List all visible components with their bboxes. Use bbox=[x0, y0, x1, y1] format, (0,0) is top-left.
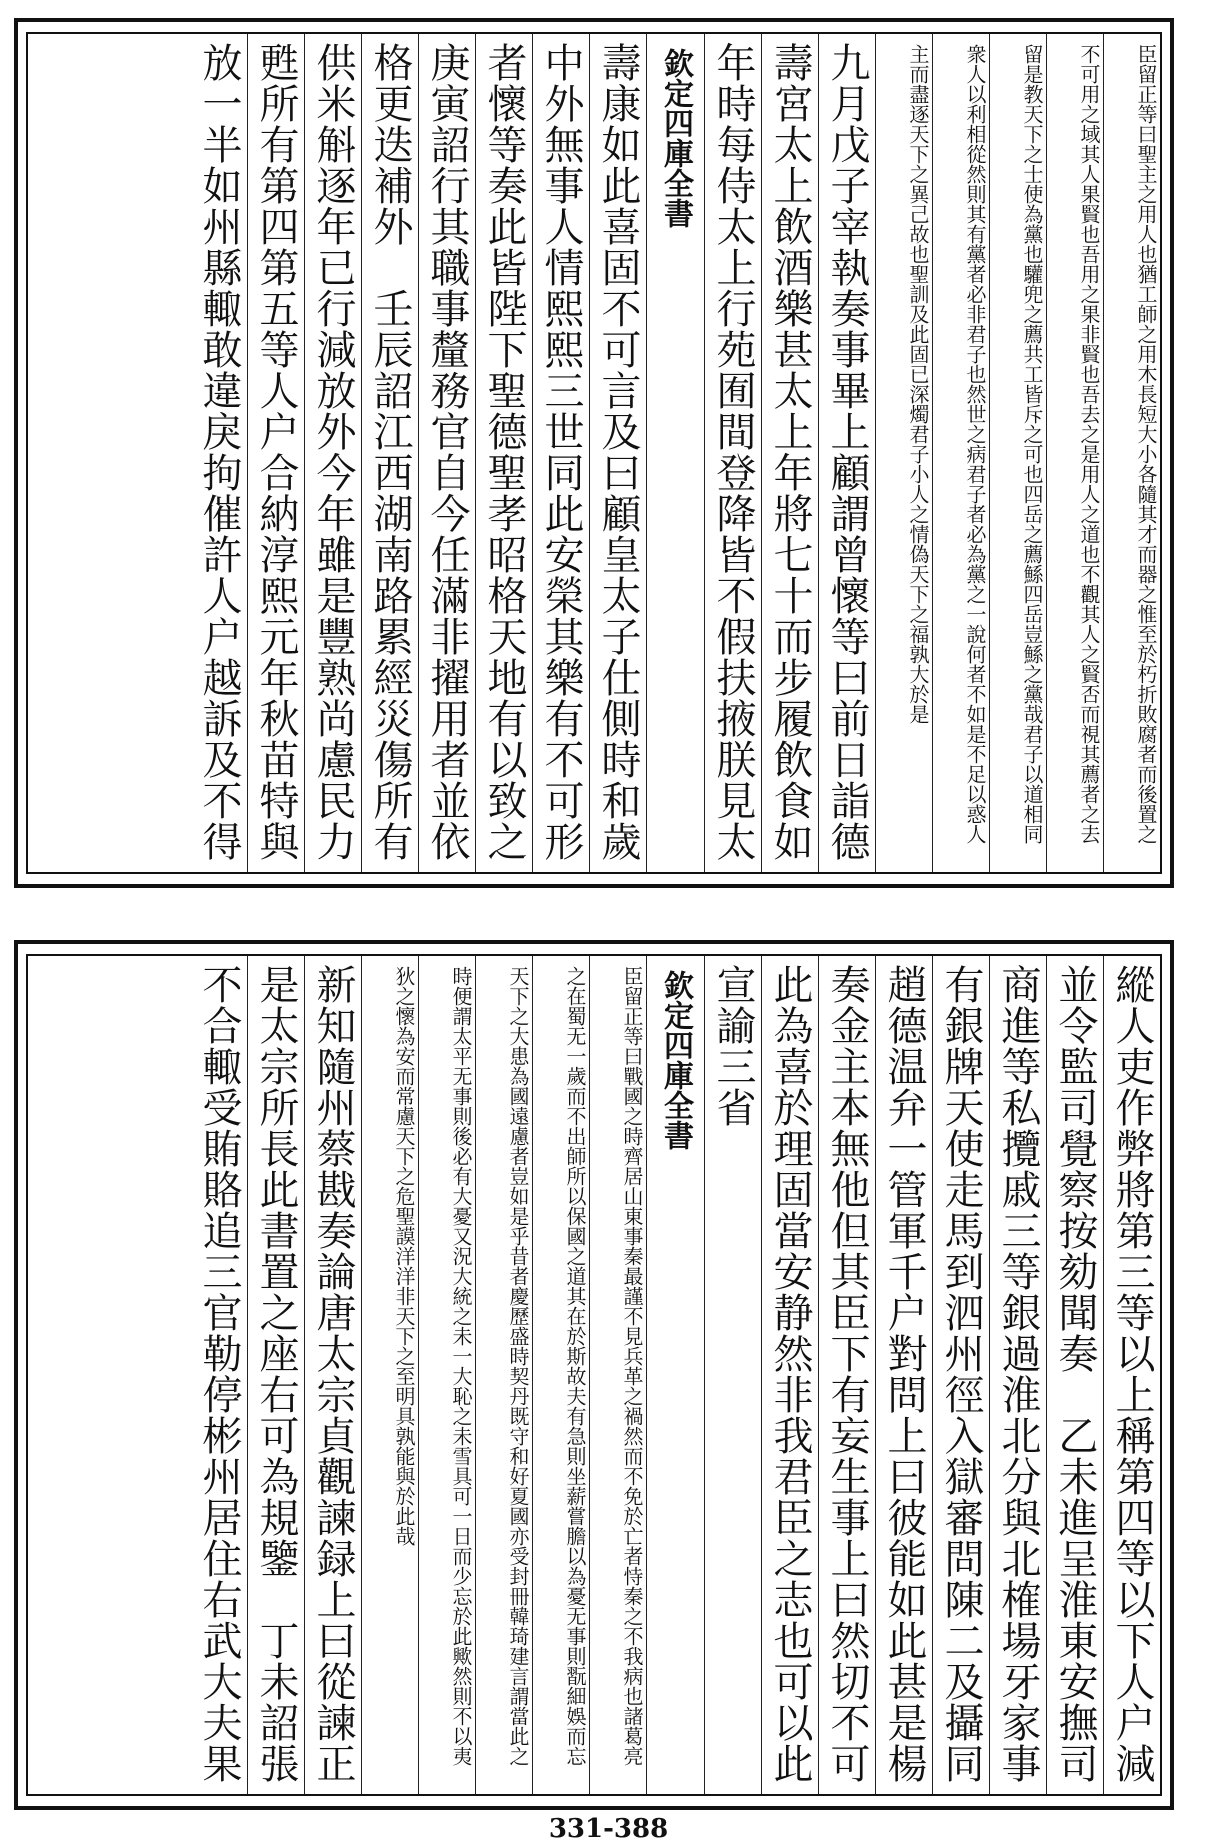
text-column: 年時每侍太上行苑囿間登降皆不假扶掖朕見太 bbox=[704, 34, 761, 872]
text-column: 供米斛逐年已行減放外今年雖是豐熟尚慮民力 bbox=[304, 34, 361, 872]
text-column: 趙德温弁一管軍千户對問上曰彼能如此甚是楊 bbox=[875, 956, 932, 1794]
text-column: 宣諭三省 bbox=[704, 956, 761, 1794]
commentary-column: 衆人以利相從然則其有黨者必非君子也然世之病君子者必為黨之一說何者不如是不足以惑人 bbox=[932, 34, 989, 872]
text-column: 不合輙受賄賂追三官勒停彬州居住右武大夫果 bbox=[196, 964, 242, 1784]
text-column: 壽宮太上飲酒樂甚太上年將七十而步履飲食如 bbox=[761, 34, 818, 872]
text-column: 有銀牌天使走馬到泗州徑入獄審問陳二及攝同 bbox=[932, 956, 989, 1794]
center-margin-column bbox=[646, 956, 704, 1794]
text-column: 是太宗所長此書置之座右可為規鑒 丁未詔張 bbox=[247, 956, 304, 1794]
page-number: 331-388 bbox=[548, 1814, 669, 1844]
text-column: 格更迭補外 壬辰詔江西湖南路累經災傷所有 bbox=[361, 34, 418, 872]
text-column: 甦所有第四第五等人户合納淳熙元年秋苗特與 bbox=[247, 34, 304, 872]
bottom-page-columns bbox=[26, 954, 1162, 1796]
text-column: 此為喜於理固當安静然非我君臣之志也可以此 bbox=[761, 956, 818, 1794]
commentary-column: 臣留正等曰戰國之時齊居山東事秦最謹不見兵革之禍然而不免於亡者恃秦之不我病也諸葛亮 bbox=[589, 956, 646, 1794]
commentary-column: 留是教天下之士使為黨也驩兜之薦共工皆斥之可也四岳之薦鯀四岳豈鯀之黨哉君子以道相同 bbox=[989, 34, 1046, 872]
text-column: 縱人吏作弊將第三等以上稱第四等以下人户減 bbox=[1103, 956, 1160, 1794]
text-column: 商進等私攬戚三等銀過淮北分與北榷場牙家事 bbox=[989, 956, 1046, 1794]
book-title: 欽定四庫全書 bbox=[658, 48, 693, 228]
commentary-column: 臣留正等曰聖主之用人也猶工師之用木長短大小各隨其才而器之惟至於朽折敗腐者而後置之 bbox=[1103, 34, 1160, 872]
commentary-column: 主而盡逐天下之異己故也聖訓及此固已深燭君子小人之情偽天下之福孰大於是 bbox=[875, 34, 932, 872]
text-column: 九月戊子宰執奏事畢上顧謂曾懷等曰前日詣德 bbox=[818, 34, 875, 872]
top-page bbox=[14, 18, 1174, 888]
commentary-column: 之在蜀无一歲而不出師所以保國之道其在於斯故夫有急則坐薪嘗膽以為憂无事則翫細娛而忘 bbox=[532, 956, 589, 1794]
commentary-column: 不可用之域其人果賢也吾用之果非賢也吾去之是用人之道也不觀其人之賢否而視其薦者之去 bbox=[1046, 34, 1103, 872]
text-column: 庚寅詔行其職事釐務官自今任滿非擢用者並依 bbox=[418, 34, 475, 872]
top-page-columns bbox=[26, 32, 1162, 874]
book-title: 欽定四庫全書 bbox=[658, 970, 693, 1150]
commentary-column: 時便謂太平无事則後必有大憂又況大統之未一大恥之未雪具可一日而少忘於此歟然則不以夷 bbox=[418, 956, 475, 1794]
commentary-column: 狄之懷為安而常慮天下之危聖謨洋洋非天下之至明具孰能與於此哉 bbox=[361, 956, 418, 1794]
text-column: 奏金主本無他但其臣下有妄生事上曰然切不可 bbox=[818, 956, 875, 1794]
bottom-page bbox=[14, 940, 1174, 1810]
text-column: 壽康如此喜固不可言及曰顧皇太子仕側時和歲 bbox=[589, 34, 646, 872]
text-column: 新知隨州蔡戡奏論唐太宗貞觀諫録上曰從諫正 bbox=[304, 956, 361, 1794]
commentary-column: 天下之大患為國遠慮者豈如是乎昔者慶歷盛時契丹既守和好夏國亦受封冊韓琦建言謂當此之 bbox=[475, 956, 532, 1794]
text-column: 中外無事人情熙熙三世同此安榮其樂有不可形 bbox=[532, 34, 589, 872]
text-column: 者懷等奏此皆陛下聖德聖孝昭格天地有以致之 bbox=[475, 34, 532, 872]
center-margin-column bbox=[646, 34, 704, 872]
text-column: 放一半如州縣輙敢違戾拘催許人户越訴及不得 bbox=[196, 42, 242, 862]
text-column: 並令監司覺察按劾聞奏 乙未進呈淮東安撫司 bbox=[1046, 956, 1103, 1794]
